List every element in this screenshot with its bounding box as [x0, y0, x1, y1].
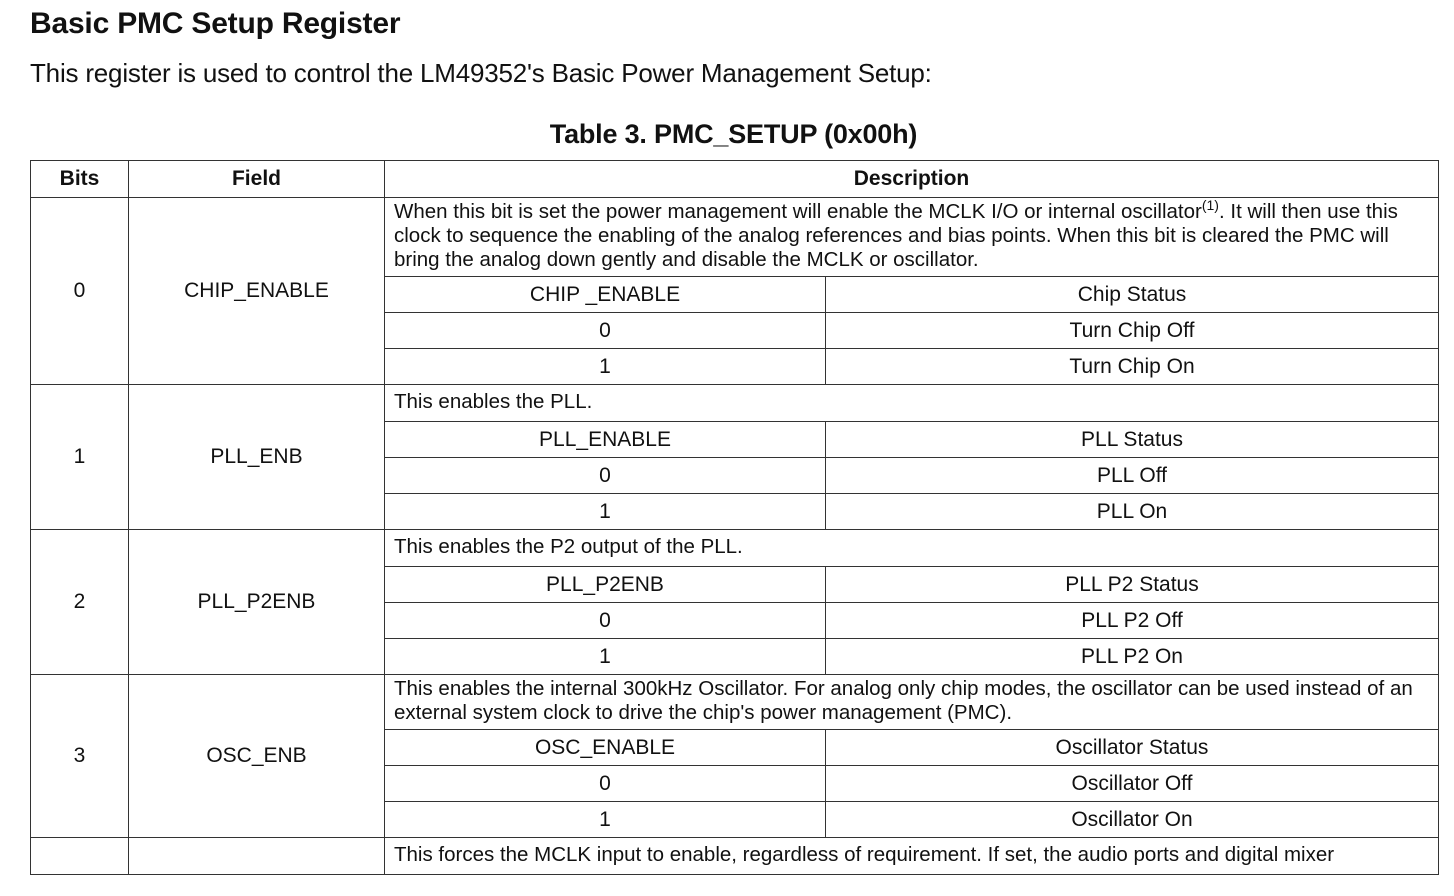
- sub-status: Turn Chip Off: [826, 313, 1439, 349]
- description-text: When this bit is set the power management will enable the MCLK I/O or internal oscillator: [394, 200, 1202, 223]
- sub-header-value: PLL_P2ENB: [385, 567, 826, 603]
- field-cell: CHIP_ENABLE: [129, 198, 385, 385]
- bits-cell: 3: [31, 675, 129, 838]
- description-cell: [385, 198, 1439, 277]
- table-caption: Table 3. PMC_SETUP (0x00h): [549, 119, 918, 149]
- sub-header-status: Oscillator Status: [826, 730, 1439, 766]
- sub-value: 0: [385, 603, 826, 639]
- field-cell: OSC_ENB: [129, 675, 385, 838]
- sub-status: Oscillator Off: [826, 766, 1439, 802]
- table-row: [31, 198, 1439, 277]
- sub-value: 1: [385, 802, 826, 838]
- header-bits: Bits: [31, 161, 129, 198]
- register-table: [30, 160, 1439, 875]
- table-row: [31, 675, 1439, 730]
- sub-value: 0: [385, 313, 826, 349]
- intro-text: This register is used to control the LM49352's Basic Power Management Setup:: [30, 58, 932, 88]
- sub-value: 0: [385, 458, 826, 494]
- description-text-cont: . It will then use this clock to sequence the enabling of the analog references and bias points. When this bit is cleared the PMC will bring the analog down gently and disable the MCLK or oscillator.: [394, 200, 1398, 271]
- sub-header-status: PLL Status: [826, 422, 1439, 458]
- sub-header-status: Chip Status: [826, 277, 1439, 313]
- sub-status: Turn Chip On: [826, 349, 1439, 385]
- bits-cell: 2: [31, 530, 129, 675]
- bits-cell: 1: [31, 385, 129, 530]
- description-cell: This enables the P2 output of the PLL.: [385, 530, 1439, 567]
- sub-header-value: OSC_ENABLE: [385, 730, 826, 766]
- table-row: [31, 838, 1439, 875]
- sub-header-value: PLL_ENABLE: [385, 422, 826, 458]
- table-header-row: [31, 161, 1439, 198]
- field-cell: [129, 838, 385, 875]
- sub-value: 1: [385, 494, 826, 530]
- sub-status: PLL P2 On: [826, 639, 1439, 675]
- description-cell: This forces the MCLK input to enable, regardless of requirement. If set, the audio ports and digital mixer: [385, 838, 1439, 875]
- section-title: Basic PMC Setup Register: [30, 7, 401, 40]
- sub-value: 1: [385, 639, 826, 675]
- sub-status: PLL Off: [826, 458, 1439, 494]
- footnote-ref: (1): [1201, 197, 1219, 213]
- sub-header-status: PLL P2 Status: [826, 567, 1439, 603]
- bits-cell: [31, 838, 129, 875]
- description-cell: This enables the PLL.: [385, 385, 1439, 422]
- header-field: Field: [129, 161, 385, 198]
- sub-value: 0: [385, 766, 826, 802]
- sub-status: Oscillator On: [826, 802, 1439, 838]
- field-cell: PLL_P2ENB: [129, 530, 385, 675]
- sub-value: 1: [385, 349, 826, 385]
- header-description: Description: [385, 161, 1439, 198]
- field-cell: PLL_ENB: [129, 385, 385, 530]
- sub-status: PLL On: [826, 494, 1439, 530]
- table-row: [31, 385, 1439, 422]
- bits-cell: 0: [31, 198, 129, 385]
- sub-header-value: CHIP _ENABLE: [385, 277, 826, 313]
- sub-status: PLL P2 Off: [826, 603, 1439, 639]
- table-row: [31, 530, 1439, 567]
- description-cell: This enables the internal 300kHz Oscillator. For analog only chip modes, the oscillator can be used instead of an external system clock to drive the chip's power management (PMC).: [385, 675, 1439, 730]
